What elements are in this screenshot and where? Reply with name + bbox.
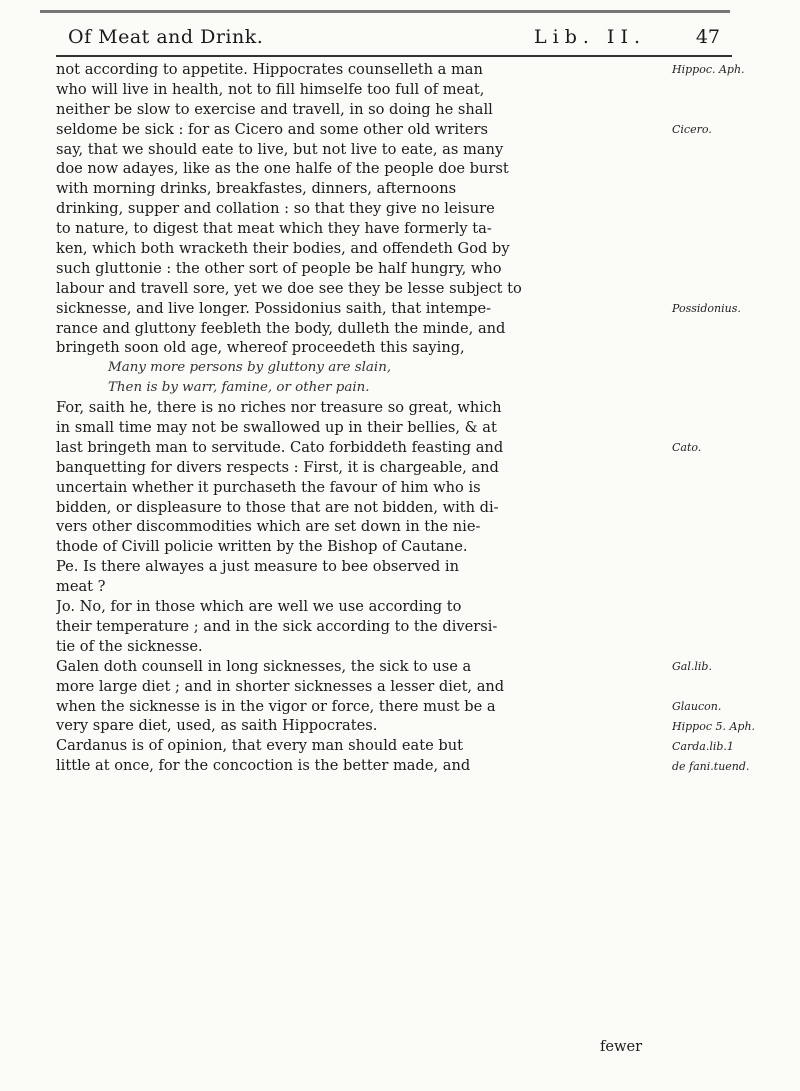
text-line: little at once, for the concoction is the better made, and	[56, 757, 471, 775]
body-text	[56, 60, 666, 776]
text-line: vers other discommodities which are set down in the nie-	[56, 518, 481, 536]
text-line: labour and travell sore, yet we doe see they be lesse subject to	[56, 279, 522, 297]
margin-note: Possidonius.	[672, 301, 741, 315]
text-line: with morning drinks, breakfastes, dinners, afternoons	[56, 180, 457, 198]
margin-note: Hippoc 5. Aph.	[672, 719, 756, 733]
text-line: drinking, supper and collation : so that they give no leisure	[56, 200, 495, 218]
text-line: seldome be sick : for as Cicero and some other old writers	[56, 120, 489, 138]
text-line: who will live in health, not to fill himselfe too full of meat,	[56, 80, 485, 98]
text-line: neither be slow to exercise and travell, in so doing he shall	[56, 100, 493, 118]
margin-note: Carda.lib.1	[672, 739, 734, 753]
text-line: bidden, or displeasure to those that are not bidden, with di-	[56, 498, 499, 516]
text-line: last bringeth man to servitude. Cato forbiddeth feasting and	[56, 438, 504, 456]
text-line: sicknesse, and live longer. Possidonius saith, that intempe-	[56, 299, 492, 317]
margin-note: de fani.tuend.	[672, 759, 750, 773]
top-rule	[40, 10, 730, 13]
text-line: tie of the sicknesse.	[56, 637, 203, 655]
running-title: Of Meat and Drink.	[68, 26, 264, 48]
margin-note: Cicero.	[672, 122, 712, 136]
text-line: meat ?	[56, 578, 106, 596]
margin-note: Hippoc. Aph.	[672, 63, 745, 76]
text-line: doe now adayes, like as the one halfe of the people doe burst	[56, 160, 509, 178]
verse-line: Then is by warr, famine, or other pain.	[108, 380, 370, 396]
text-line: their temperature ; and in the sick according to the diversi-	[56, 617, 498, 635]
text-line: when the sicknesse is in the vigor or force, there must be a	[56, 697, 496, 715]
text-line: say, that we should eate to live, but not live to eate, as many	[56, 140, 504, 158]
page-number: 47	[695, 26, 720, 48]
text-line: such gluttonie : the other sort of people be half hungry, who	[56, 259, 502, 277]
text-line: more large diet ; and in shorter sicknesses a lesser diet, and	[56, 677, 505, 695]
text-line: banquetting for divers respects : First, it is chargeable, and	[56, 458, 499, 476]
book-number: Lib. II.	[534, 26, 646, 48]
running-header	[60, 26, 720, 54]
margin-note: Glaucon.	[672, 699, 722, 713]
text-line: Pe. Is there alwayes a just measure to bee observed in	[56, 558, 459, 576]
text-line: thode of Civill policie written by the Bishop of Cautane.	[56, 538, 468, 556]
text-line: Cardanus is of opinion, that every man should eate but	[56, 737, 463, 755]
header-rule	[56, 55, 732, 57]
text-line: uncertain whether it purchaseth the favour of him who is	[56, 478, 481, 496]
text-line: to nature, to digest that meat which they have formerly ta-	[56, 220, 492, 238]
text-line: rance and gluttony feebleth the body, dulleth the minde, and	[56, 319, 506, 337]
text-line: For, saith he, there is no riches nor treasure so great, which	[56, 399, 502, 417]
verse-line: Many more persons by gluttony are slain,	[108, 360, 392, 376]
margin-note: Gal.lib.	[672, 660, 712, 673]
text-line: very spare diet, used, as saith Hippocrates.	[56, 717, 378, 735]
text-line: bringeth soon old age, whereof proceedeth this saying,	[56, 339, 465, 357]
text-line: not according to appetite. Hippocrates counselleth a man	[56, 61, 483, 78]
text-line: ken, which both wracketh their bodies, and offendeth God by	[56, 240, 510, 258]
text-line: Galen doth counsell in long sicknesses, the sick to use a	[56, 657, 472, 675]
text-line: Jo. No, for in those which are well we use according to	[56, 598, 462, 616]
catchword: fewer	[600, 1038, 643, 1055]
margin-note: Cato.	[672, 441, 702, 455]
text-line: in small time may not be swallowed up in their bellies, & at	[56, 419, 497, 437]
